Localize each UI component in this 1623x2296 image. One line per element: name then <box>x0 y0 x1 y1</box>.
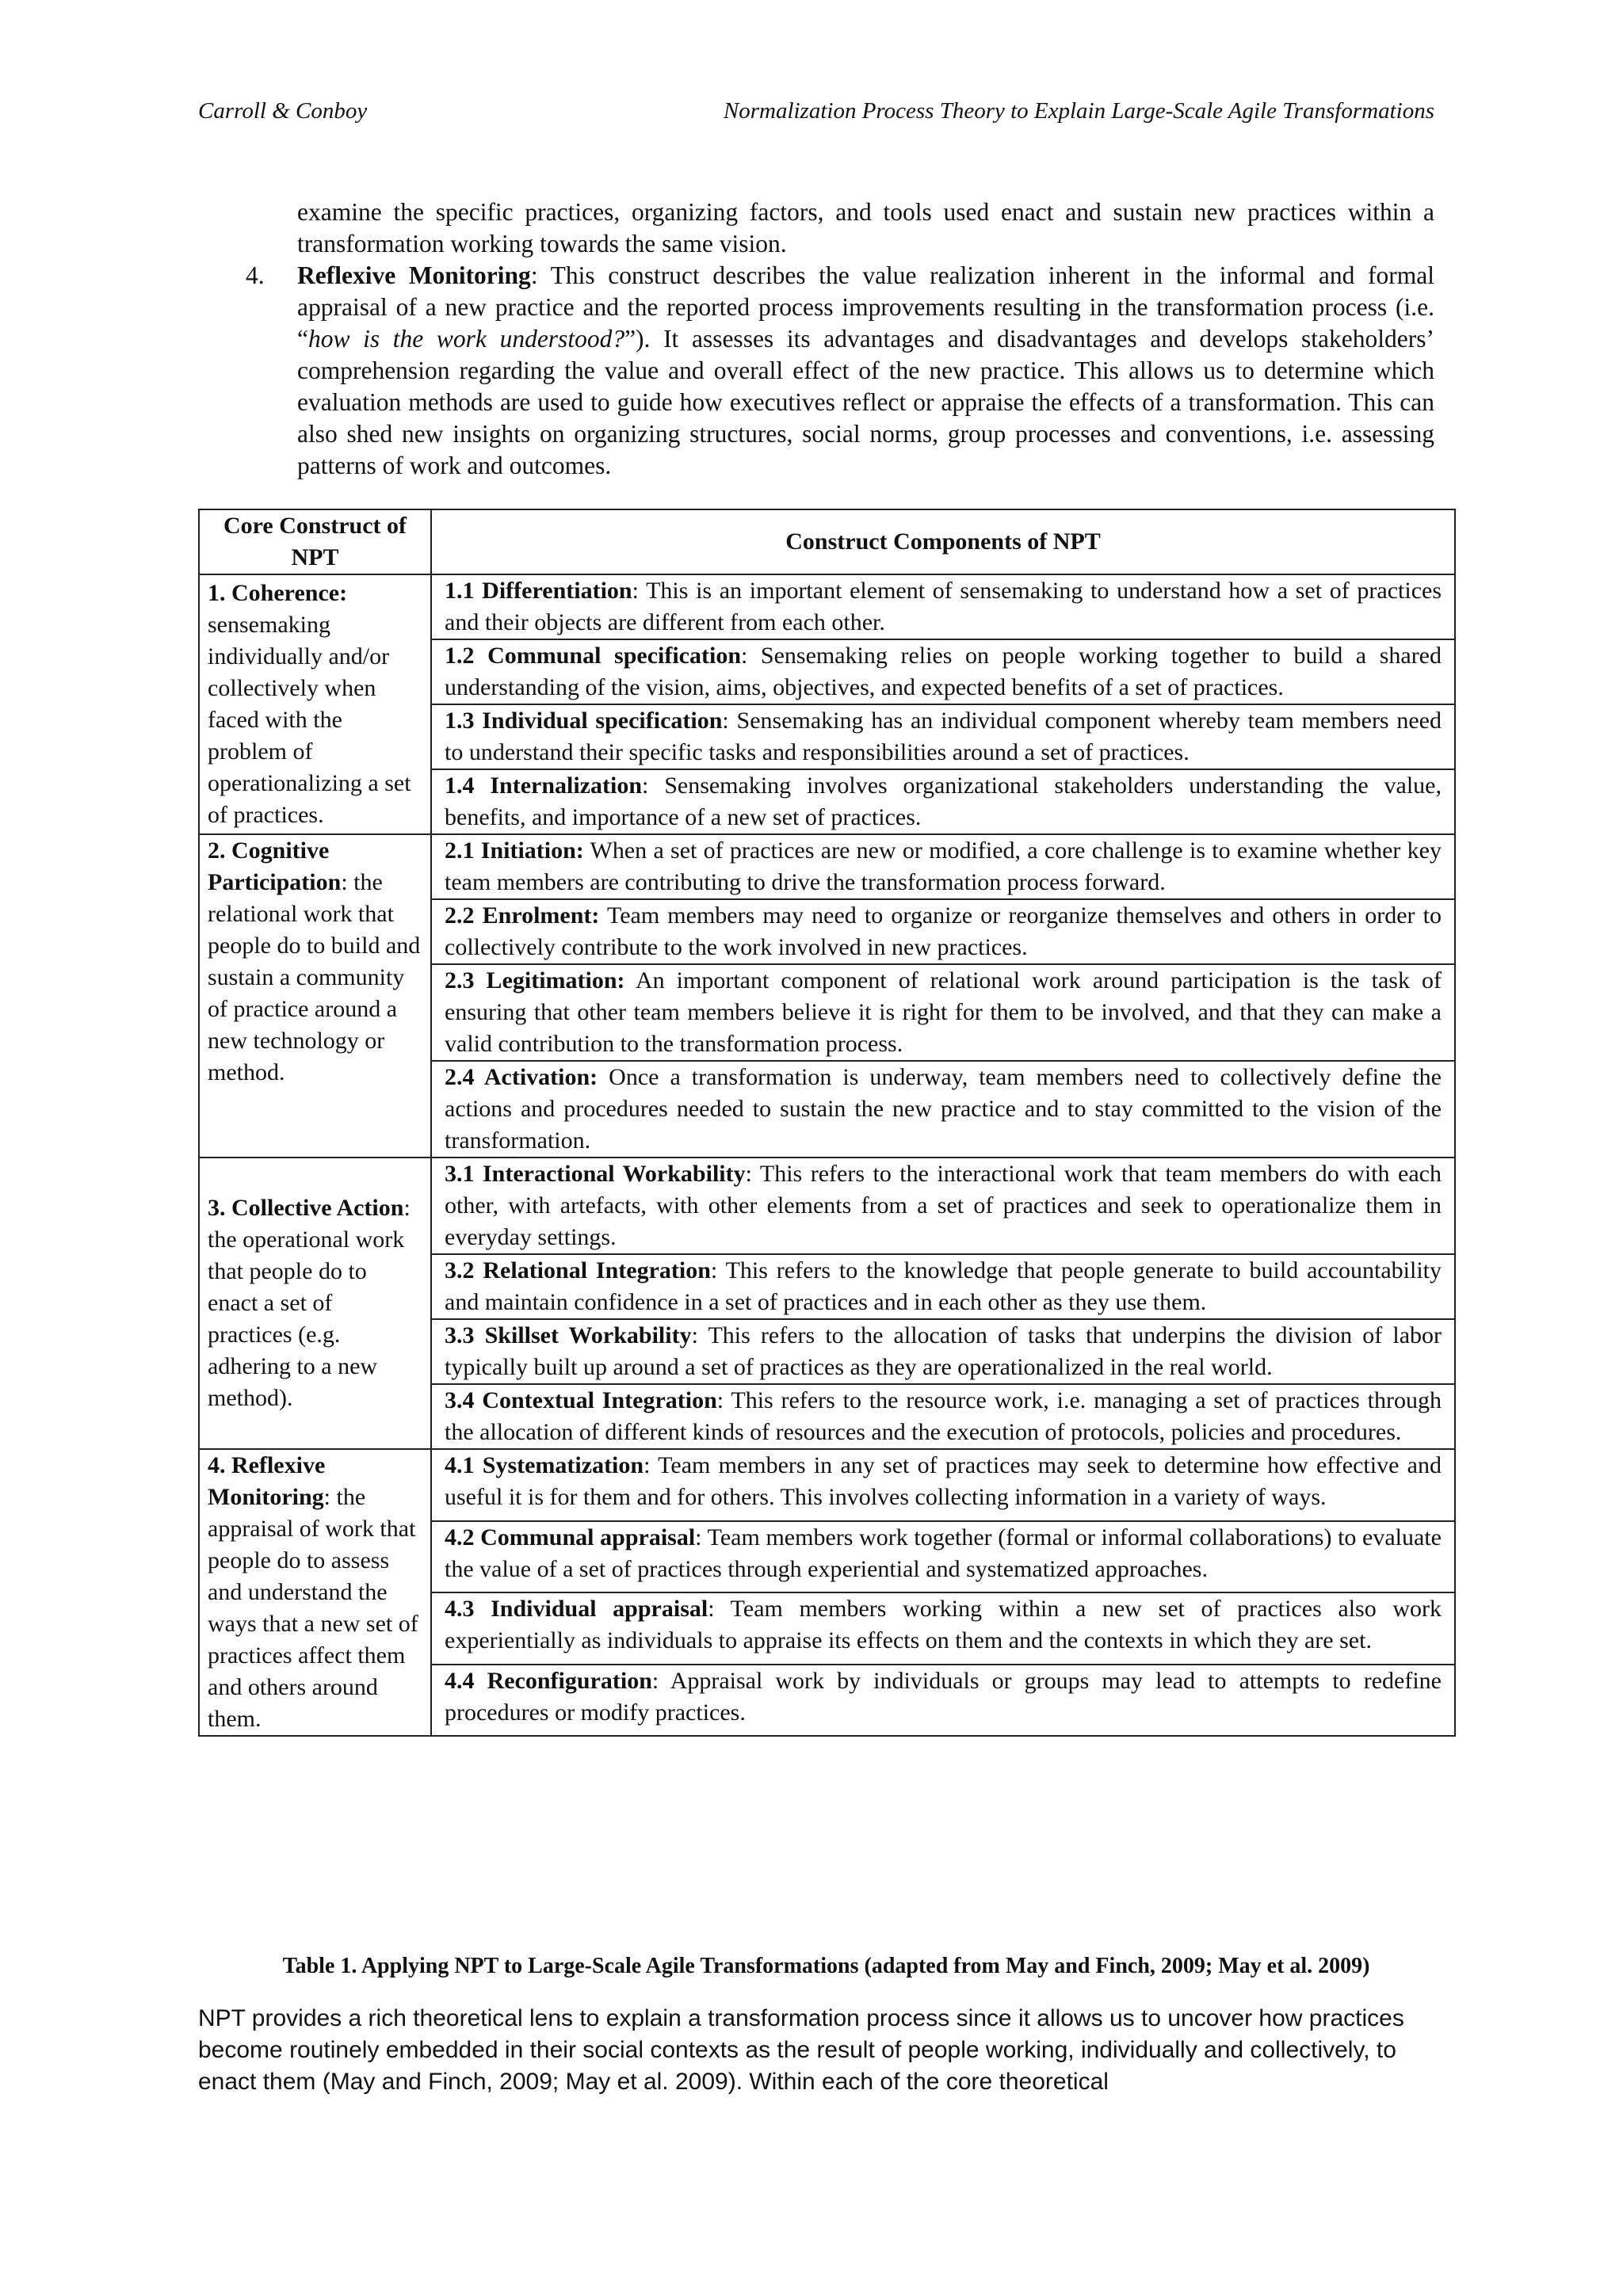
component-cell <box>431 1449 1455 1521</box>
component-text: An important component of relational work around participation is the task of ensuring that other team members believe it is right for them to be involved, and that they can make a valid contribution to the transformation process. <box>445 967 1442 1057</box>
table-header-core-construct: Core Construct of NPT <box>199 509 431 574</box>
list-item-text-b: ”). It assesses its advantages and disadvantages and develops stakeholders’ comprehension regarding the value and overall effect of the new practice. This allows us to determine which evaluation methods are used to guide how executives reflect or appraise the effects of a transformation. This can also shed new insights on organizing structures, social norms, group processes and conventions, i.e. assessing patterns of work and outcomes. <box>297 325 1434 479</box>
table-header-components: Construct Components of NPT <box>431 509 1455 574</box>
table-header-row <box>199 509 1455 574</box>
component-term: 1.3 Individual specification <box>445 707 723 734</box>
construct-cell <box>199 574 431 834</box>
component-text: : This is an important element of sensemaking to understand how a set of practices and their objects are different from each other. <box>445 578 1442 635</box>
construct-cell <box>199 1449 431 1736</box>
body-paragraph <box>198 2003 1434 2098</box>
component-text: When a set of practices are new or modified, a core challenge is to examine whether key team members are contributing to drive the transformation process forward. <box>445 837 1442 895</box>
component-cell <box>431 1665 1455 1737</box>
component-text: : Team members work together (formal or informal collaborations) to evaluate the value of a set of practices through experiential and systematized approaches. <box>445 1524 1442 1582</box>
list-item-text-a: : This construct describes the value realization inherent in the informal and formal appraisal of a new practice and the reported process improvements resulting in the transformation process (i.e. “ <box>297 261 1434 353</box>
component-cell <box>431 834 1455 899</box>
component-cell <box>431 1592 1455 1665</box>
construct-cell <box>199 834 431 1158</box>
component-term: 1.2 Communal specification <box>445 643 741 669</box>
component-text: : Sensemaking has an individual component whereby team members need to understand their specific tasks and responsibilities around a set of practices. <box>445 707 1442 765</box>
construct-description: : the relational work that people do to build and sustain a community of practice around a new technology or method. <box>208 869 421 1085</box>
construct-term: 4. Reflexive Monitoring <box>208 1452 326 1510</box>
table-row <box>199 574 1455 639</box>
component-text: Once a transformation is underway, team members need to collectively define the actions and procedures needed to sustain the new practice and to stay committed to the vision of the transformation. <box>445 1064 1442 1154</box>
component-text: : Team members working within a new set of practices also work experientially as individuals to appraise its effects on them and the contexts in which they are set. <box>445 1596 1442 1653</box>
table-caption: Table 1. Applying NPT to Large-Scale Agile Transformations (adapted from May and Finch, 2009; May et al. 2009) <box>282 1954 1370 1978</box>
list-continuation-text: examine the specific practices, organizing factors, and tools used enact and sustain new practices within a transformation working towards the same vision. <box>297 198 1434 257</box>
component-term: 4.4 Reconfiguration <box>445 1667 652 1694</box>
table-row <box>199 1158 1455 1254</box>
component-text: : This refers to the resource work, i.e. managing a set of practices through the allocation of different kinds of resources and the execution of protocols, policies and procedures. <box>445 1387 1442 1445</box>
component-cell <box>431 639 1455 704</box>
component-text: : Sensemaking involves organizational stakeholders understanding the value, benefits, and importance of a new set of practices. <box>445 772 1442 830</box>
component-text: : This refers to the interactional work that team members do with each other, with artefacts, with other elements from a set of practices and seek to operationalize them in everyday settings. <box>445 1161 1442 1250</box>
construct-description: sensemaking individually and/or collectively when faced with the problem of operationalizing a set of practices. <box>208 612 411 828</box>
construct-cell <box>199 1158 431 1449</box>
component-cell <box>431 964 1455 1061</box>
construct-term: 1. Coherence: <box>208 580 348 606</box>
npt-table <box>198 509 1456 1737</box>
component-term: 2.4 Activation: <box>445 1064 598 1090</box>
component-cell <box>431 1319 1455 1384</box>
component-cell <box>431 1254 1455 1319</box>
table-row <box>199 834 1455 899</box>
list-item-quote: how is the work understood? <box>307 325 625 353</box>
component-term: 2.1 Initiation: <box>445 837 584 864</box>
component-term: 3.2 Relational Integration <box>445 1257 711 1283</box>
component-term: 2.2 Enrolment: <box>445 902 600 929</box>
list-item-number: 4. <box>246 261 265 289</box>
component-term: 3.1 Interactional Workability <box>445 1161 746 1187</box>
component-cell <box>431 1521 1455 1593</box>
component-term: 4.2 Communal appraisal <box>445 1524 696 1550</box>
component-term: 4.3 Individual appraisal <box>445 1596 708 1622</box>
body-paragraph-text: NPT provides a rich theoretical lens to explain a transformation process since it allows us to uncover how practices become routinely embedded in their social contexts as the result of people working, individually and collectively, to enact them (May and Finch, 2009; May et al. 2009). Within each of the core theoretical <box>198 2005 1404 2095</box>
header-authors: Carroll & Conboy <box>198 98 368 124</box>
component-cell <box>431 574 1455 639</box>
component-cell <box>431 769 1455 834</box>
component-cell <box>431 899 1455 964</box>
list-item-term: Reflexive Monitoring <box>297 261 531 289</box>
component-text: : This refers to the knowledge that people generate to build accountability and maintain confidence in a set of practices and in each other as they use them. <box>445 1257 1442 1315</box>
component-cell <box>431 1158 1455 1254</box>
component-cell <box>431 1384 1455 1449</box>
component-term: 4.1 Systematization <box>445 1452 644 1478</box>
component-term: 1.1 Differentiation <box>445 578 632 604</box>
construct-description: : the operational work that people do to enact a set of practices (e.g. adhering to a new method). <box>208 1195 411 1411</box>
construct-term: 3. Collective Action <box>208 1195 404 1221</box>
component-term: 2.3 Legitimation: <box>445 967 625 994</box>
component-text: : Sensemaking relies on people working together to build a shared understanding of the vision, aims, objectives, and expected benefits of a set of practices. <box>445 643 1442 700</box>
header-title: Normalization Process Theory to Explain Large-Scale Agile Transformations <box>723 98 1434 124</box>
construct-description: : the appraisal of work that people do to assess and understand the ways that a new set of practices affect them and others around them. <box>208 1484 418 1732</box>
component-text: : Team members in any set of practices may seek to determine how effective and useful it is for them and for others. This involves collecting information in a variety of ways. <box>445 1452 1442 1510</box>
component-cell <box>431 1061 1455 1158</box>
component-term: 3.3 Skillset Workability <box>445 1322 692 1348</box>
component-text: : This refers to the allocation of tasks that underpins the division of labor typically built up around a set of practices as they are operationalized in the real world. <box>445 1322 1442 1380</box>
list-item-4 <box>198 260 1434 482</box>
component-text: : Appraisal work by individuals or groups may lead to attempts to redefine procedures or modify practices. <box>445 1667 1442 1726</box>
numbered-list <box>198 196 1434 482</box>
component-cell <box>431 704 1455 769</box>
component-term: 3.4 Contextual Integration <box>445 1387 717 1413</box>
component-text: Team members may need to organize or reorganize themselves and others in order to collectively contribute to the work involved in new practices. <box>445 902 1442 960</box>
component-term: 1.4 Internalization <box>445 772 643 799</box>
construct-term: 2. Cognitive Participation <box>208 837 342 895</box>
table-row <box>199 1449 1455 1521</box>
